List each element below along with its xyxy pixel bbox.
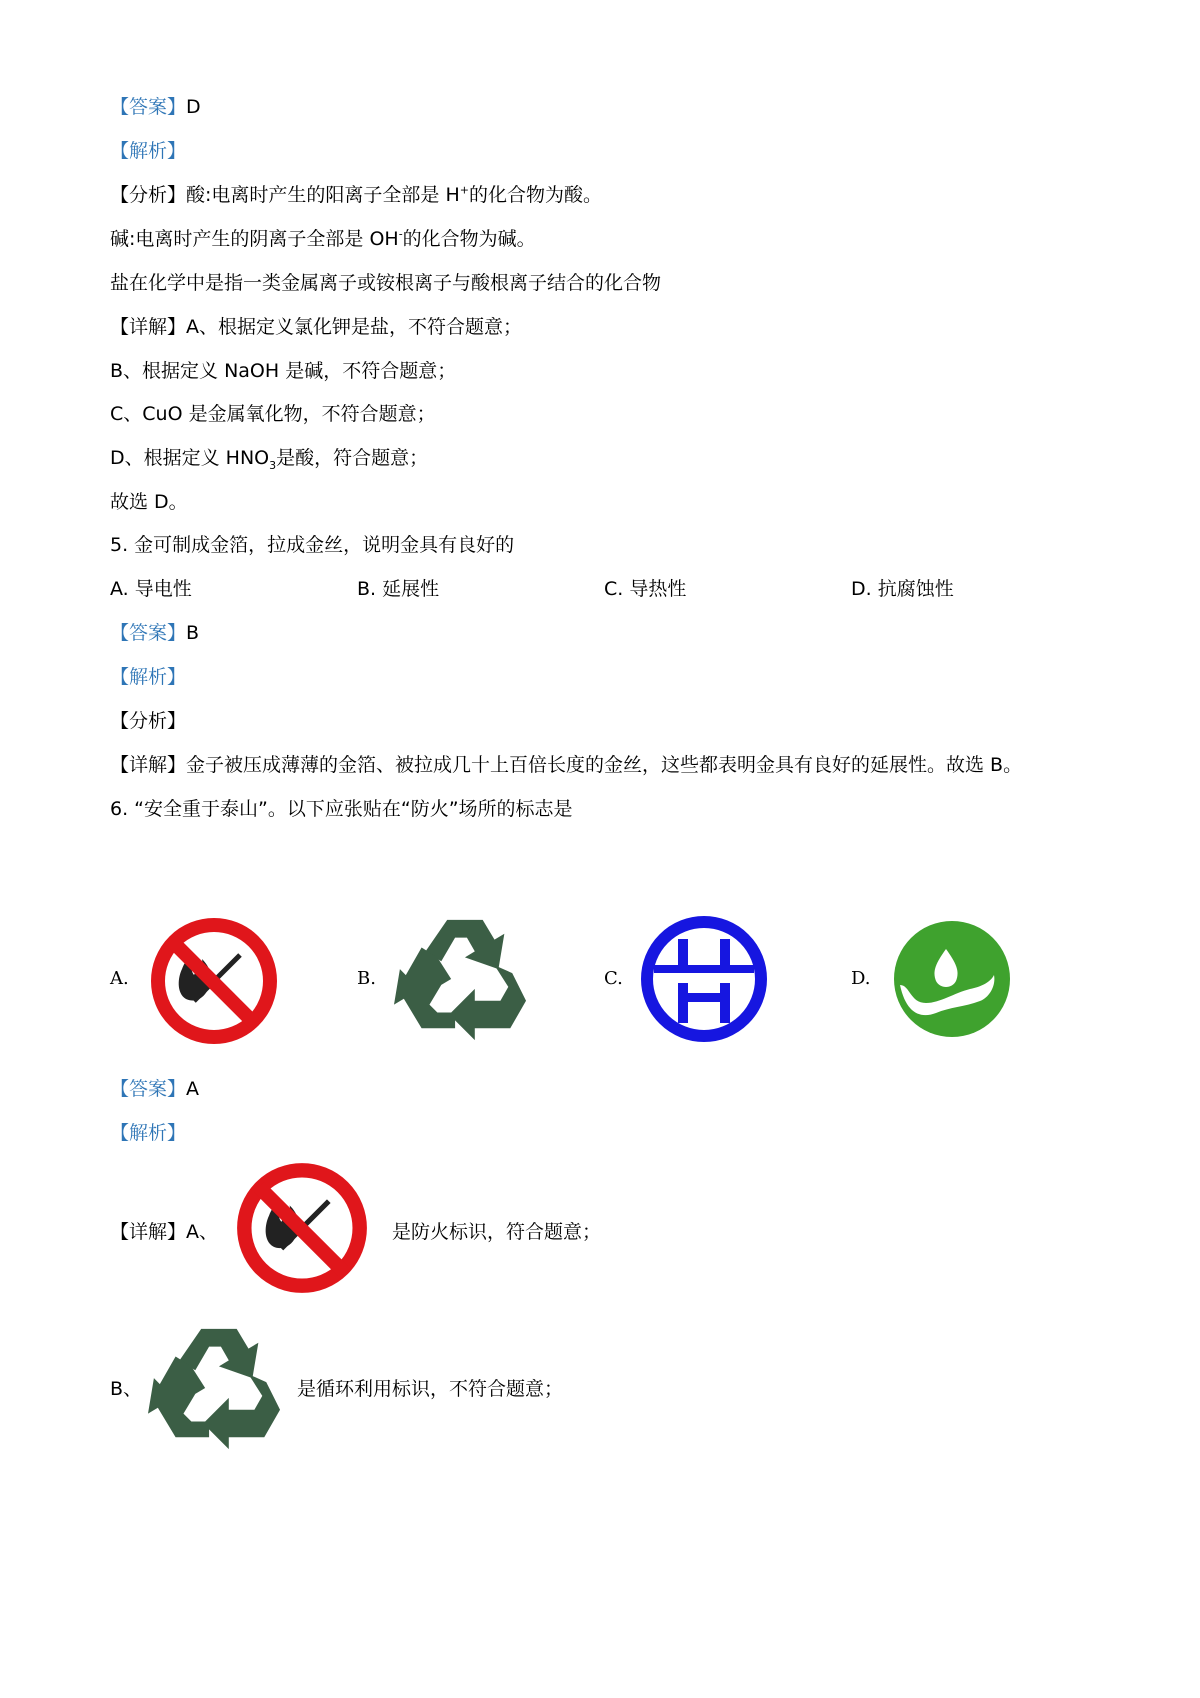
- q5-answer-value: B: [186, 622, 200, 644]
- analysis-tag: 【解析】: [110, 1122, 187, 1144]
- q6-analysis-tag: [110, 1121, 186, 1145]
- q6-detail-b-prefix: B、: [110, 1378, 143, 1400]
- recycle-icon: [148, 1322, 282, 1456]
- detail-d-text-1: D、根据定义 HNO: [110, 447, 270, 469]
- q5-answer-line: [110, 621, 199, 645]
- q4-conclusion: 故选 D。: [110, 491, 188, 513]
- q6-option-c-letter: C.: [604, 968, 623, 989]
- q6-detail-a-text: 是防火标识，符合题意；: [392, 1221, 602, 1243]
- q6-option-d-letter: D.: [851, 968, 871, 989]
- base-text-1: 碱:电离时产生的阴离子全部是 OH: [110, 228, 399, 250]
- analysis-label: 【分析】: [110, 184, 187, 206]
- q5-analysis-tag: [110, 665, 186, 689]
- q5-option-d: D. 抗腐蚀性: [851, 578, 954, 600]
- detail-d-sub: 3: [269, 458, 277, 472]
- q4-detail-c-line: C、CuO 是金属氧化物，不符合题意；: [110, 403, 436, 425]
- analysis-tag: 【解析】: [110, 140, 187, 162]
- q6-detail-a-line: [110, 1220, 218, 1244]
- water-saving-icon: [893, 920, 1011, 1038]
- answer-tag: 【答案】: [110, 96, 187, 118]
- no-fire-icon: [148, 915, 280, 1047]
- q4-answer-value: D: [186, 96, 201, 118]
- q5-analysis-label: 【分析】: [110, 710, 187, 732]
- q4-detail-b-line: B、根据定义 NaOH 是碱，不符合题意；: [110, 360, 457, 382]
- detail-label: 【详解】: [110, 316, 187, 338]
- detail-a-text: A、根据定义氯化钾是盐，不符合题意；: [186, 316, 523, 338]
- q4-analysis-tag: [110, 139, 186, 163]
- q4-base-line: [110, 227, 536, 251]
- q6-detail-b-text: 是循环利用标识，不符合题意；: [297, 1378, 564, 1400]
- detail-label: 【详解】: [110, 1221, 187, 1243]
- no-fire-icon: [234, 1160, 370, 1296]
- q5-option-b: B. 延展性: [357, 578, 440, 600]
- q6-answer-line: [110, 1077, 199, 1101]
- q4-detail-a-line: [110, 315, 522, 339]
- q6-option-a-letter: A.: [110, 968, 129, 989]
- detail-d-text-2: 是酸，符合题意；: [276, 447, 429, 469]
- blue-circle-logo-icon: [640, 915, 768, 1043]
- base-text-2: 的化合物为碱。: [402, 228, 536, 250]
- q4-detail-d-line: [110, 446, 428, 470]
- analysis-tag: 【解析】: [110, 666, 187, 688]
- q4-answer-line: [110, 95, 201, 119]
- answer-tag: 【答案】: [110, 1078, 187, 1100]
- q5-option-a: A. 导电性: [110, 578, 192, 600]
- q6-answer-value: A: [186, 1078, 200, 1100]
- answer-tag: 【答案】: [110, 622, 187, 644]
- acid-text-1: 酸:电离时产生的阳离子全部是 H: [186, 184, 460, 206]
- recycle-icon: [394, 913, 528, 1047]
- q4-acid-line: [110, 183, 602, 207]
- q5-option-c: C. 导热性: [604, 578, 687, 600]
- acid-text-2: 的化合物为酸。: [468, 184, 602, 206]
- detail-label: 【详解】: [110, 754, 187, 776]
- q5-question: 5. 金可制成金箔，拉成金丝，说明金具有良好的: [110, 534, 515, 556]
- q5-detail-text: 金子被压成薄薄的金箔、被拉成几十上百倍长度的金丝，这些都表明金具有良好的延展性。故选 B。: [186, 754, 1023, 776]
- q4-salt-line: 盐在化学中是指一类金属离子或铵根离子与酸根离子结合的化合物: [110, 272, 662, 294]
- q5-detail-line: [110, 753, 1022, 777]
- q6-question: 6. “安全重于泰山”。以下应张贴在“防火”场所的标志是: [110, 798, 573, 820]
- acid-sup: +: [459, 183, 469, 197]
- q6-detail-a-prefix: A、: [186, 1221, 219, 1243]
- base-sup: -: [398, 227, 403, 241]
- q6-option-b-letter: B.: [357, 968, 376, 989]
